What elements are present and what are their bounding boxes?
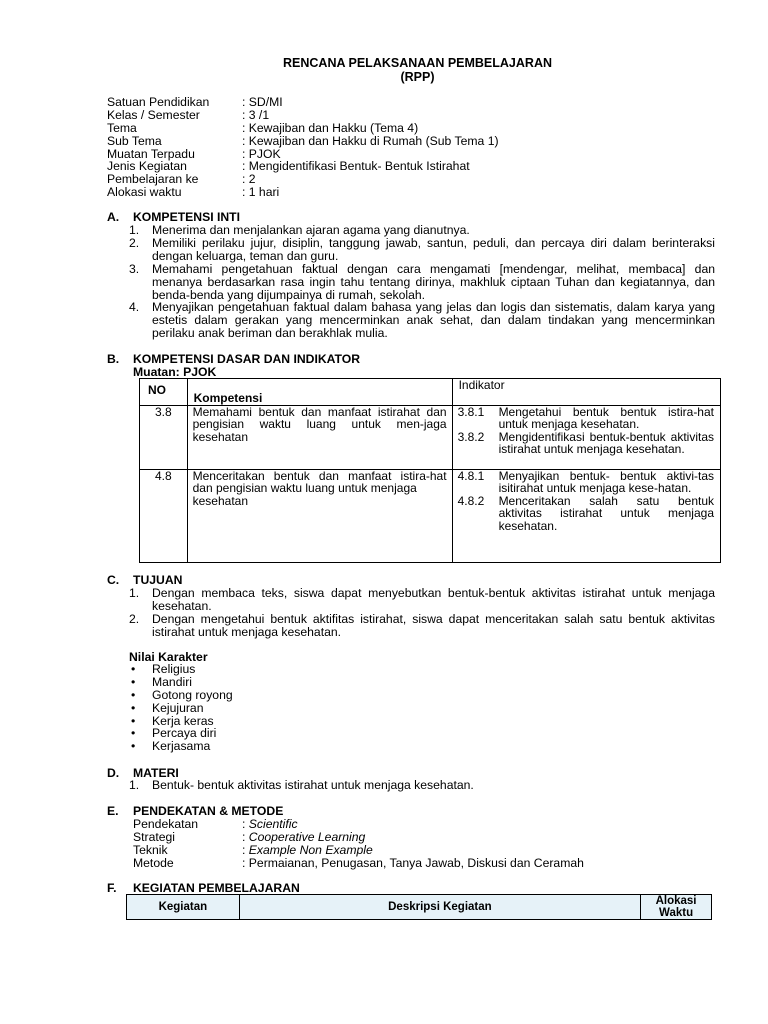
kompetensi-inti-list xyxy=(129,224,715,340)
section-c-heading xyxy=(107,573,182,587)
section-letter: A. xyxy=(107,210,120,224)
list-item xyxy=(129,237,715,263)
metode-colon: : xyxy=(242,817,249,831)
metode-block xyxy=(133,817,584,870)
list-item xyxy=(129,301,715,340)
identity-value: : Kewajiban dan Hakku di Rumah (Sub Tema 1) xyxy=(242,133,499,148)
section-b-heading xyxy=(107,352,360,366)
list-item xyxy=(129,779,715,792)
row-indikator xyxy=(452,469,720,562)
metode-colon: : xyxy=(242,842,249,857)
row-no: 3.8 xyxy=(140,405,188,469)
list-number: 3. xyxy=(129,261,140,276)
bullet-icon: • xyxy=(131,700,136,715)
identity-value: : Mengidentifikasi Bentuk- Bentuk Istirahat xyxy=(242,159,470,174)
list-text: Dengan membaca teks, siswa dapat menyebutkan bentuk-bentuk aktivitas istirahat untuk menjaga kesehatan. xyxy=(152,586,715,613)
identity-label: Alokasi waktu xyxy=(107,185,182,200)
list-number: 1. xyxy=(129,223,140,237)
metode-colon: : xyxy=(242,855,249,870)
metode-label: Pendekatan xyxy=(133,817,199,831)
bullet-icon: • xyxy=(131,674,136,689)
tujuan-list xyxy=(129,587,715,639)
list-text: Kejujuran xyxy=(152,700,204,715)
kegiatan-table xyxy=(126,894,712,920)
list-number: 2. xyxy=(129,611,140,626)
row-kompetensi xyxy=(187,469,452,562)
section-title: KOMPETENSI INTI xyxy=(133,210,240,224)
metode-value xyxy=(242,857,584,870)
metode-row xyxy=(133,855,584,870)
indicator-code: 4.8.1 xyxy=(457,468,485,483)
metode-colon: : xyxy=(242,829,249,844)
indicator-item xyxy=(453,495,720,533)
indicator-code: 3.8.2 xyxy=(457,429,485,444)
indicator-code: 3.8.1 xyxy=(457,404,485,419)
identity-value: : SD/MI xyxy=(242,95,283,109)
col-alokasi-header xyxy=(641,895,712,920)
kompetensi-table xyxy=(139,378,721,563)
list-text: Religius xyxy=(152,662,196,676)
col-kompetensi-header: Kompetensi xyxy=(187,379,452,406)
identity-value: : 3 /1 xyxy=(242,107,270,122)
section-letter: C. xyxy=(107,573,120,587)
bullet-icon: • xyxy=(131,662,136,676)
list-text: Memahami pengetahuan faktual dengan cara mengamati [mendengar, melihat, membaca] dan menanya berdasarkan rasa ingin tahu tentang dirinya, makhluk ciptaan Tuhan dan kegiatannya, dan benda-benda yang dijumpainya di rumah, sekolah. xyxy=(152,261,715,302)
section-title: KEGIATAN PEMBELAJARAN xyxy=(133,881,300,895)
list-number: 1. xyxy=(129,778,140,792)
identity-value: : Kewajiban dan Hakku (Tema 4) xyxy=(242,120,419,135)
waktu-line: Waktu xyxy=(659,907,694,919)
list-item xyxy=(129,587,715,613)
bullet-icon: • xyxy=(131,713,136,728)
list-number: 4. xyxy=(129,300,140,315)
list-number: 1. xyxy=(129,586,140,600)
indicator-text: Mengidentifikasi bentuk-bentuk aktivitas istirahat untuk menjaga kesehatan. xyxy=(498,429,714,457)
section-letter: B. xyxy=(107,352,120,366)
identity-label: Pembelajaran ke xyxy=(107,172,199,187)
list-text: Mandiri xyxy=(152,674,192,689)
document-title: RENCANA PELAKSANAAN PEMBELAJARAN xyxy=(283,56,552,70)
row-indikator xyxy=(452,405,720,469)
list-text: Kerja keras xyxy=(152,713,214,728)
section-f-heading xyxy=(107,881,300,895)
bullet-icon: • xyxy=(131,726,136,741)
metode-value-text: Example Non Example xyxy=(248,842,373,857)
identity-label: Muatan Terpadu xyxy=(107,146,195,161)
identity-label: Kelas / Semester xyxy=(107,107,200,122)
section-title: MATERI xyxy=(133,766,179,780)
list-text: Percaya diri xyxy=(152,726,217,741)
bullet-icon: • xyxy=(131,739,136,754)
identity-label: Satuan Pendidikan xyxy=(107,95,210,109)
indicator-text: Menyajikan bentuk- bentuk aktivi-tas isitirahat untuk menjaga kese-hatan. xyxy=(498,468,714,496)
indicator-item xyxy=(453,431,720,456)
section-title: PENDEKATAN & METODE xyxy=(133,804,284,818)
list-item xyxy=(129,740,233,753)
metode-label: Teknik xyxy=(133,842,168,857)
list-text: Menyajikan pengetahuan faktual dalam bahasa yang jelas dan logis dan sistematis, dalam karya yang estetis dalam gerakan yang mencerminkan anak sehat, dan dalam tindakan yang mencerminkan perilaku anak beriman dan berakhlak mulia. xyxy=(152,300,715,341)
list-item xyxy=(129,613,715,639)
nilai-karakter-list xyxy=(129,663,233,753)
metode-label: Metode xyxy=(133,855,174,870)
metode-value-text: Scientific xyxy=(248,817,298,831)
col-no-header: NO xyxy=(140,379,188,406)
identity-value: : 1 hari xyxy=(242,185,280,200)
muatan-label: Muatan: PJOK xyxy=(133,365,217,379)
row-no: 4.8 xyxy=(140,469,188,562)
list-text: Memiliki perilaku jujur, disiplin, tanggung jawab, santun, peduli, dan percaya diri dalam berinteraksi dengan keluarga, teman dan guru. xyxy=(152,235,715,263)
list-number: 2. xyxy=(129,235,140,250)
nilai-karakter-title: Nilai Karakter xyxy=(129,650,208,664)
list-text: Dengan mengetahui bentuk aktifitas istirahat, siswa dapat menceritakan salah satu bentuk aktivitas istirahat untuk menjaga kesehatan. xyxy=(152,611,715,639)
section-title: KOMPETENSI DASAR DAN INDIKATOR xyxy=(133,352,361,366)
identity-value: : 2 xyxy=(242,172,256,187)
row-kompetensi: Memahami bentuk dan manfaat istirahat dan pengisian waktu luang untuk men-jaga kesehatan xyxy=(187,405,452,469)
list-text: Bentuk- bentuk aktivitas istirahat untuk menjaga kesehatan. xyxy=(152,778,474,792)
list-text: Kerjasama xyxy=(152,739,211,754)
indicator-code: 4.8.2 xyxy=(457,493,485,508)
section-letter: D. xyxy=(107,766,120,780)
metode-value-text: Permaianan, Penugasan, Tanya Jawab, Diskusi dan Ceramah xyxy=(248,855,584,870)
bullet-icon: • xyxy=(131,687,136,702)
col-deskripsi-header: Deskripsi Kegiatan xyxy=(239,895,640,920)
identity-label: Sub Tema xyxy=(107,133,162,148)
identity-value: : PJOK xyxy=(242,146,281,161)
alokasi-line: Alokasi xyxy=(655,895,697,907)
list-item xyxy=(129,263,715,302)
indicator-text: Menceritakan salah satu bentuk aktivitas istirahat untuk menjaga kesehatan. xyxy=(498,493,714,533)
indicator-text: Mengetahui bentuk bentuk istira-hat untuk menjaga kesehatan. xyxy=(498,404,714,432)
section-a-heading xyxy=(107,210,240,224)
section-e-heading xyxy=(107,804,283,818)
col-kegiatan-header: Kegiatan xyxy=(127,895,240,920)
metode-value-text: Cooperative Learning xyxy=(248,829,366,844)
metode-label: Strategi xyxy=(133,829,176,844)
indicator-item xyxy=(453,470,720,495)
document-subtitle: (RPP) xyxy=(400,70,435,84)
identity-label: Jenis Kegiatan xyxy=(107,159,187,174)
section-letter: E. xyxy=(107,804,119,818)
indicator-item xyxy=(453,406,720,431)
materi-list xyxy=(129,779,715,792)
section-title: TUJUAN xyxy=(133,573,183,587)
section-letter: F. xyxy=(107,881,117,895)
list-text: Menerima dan menjalankan ajaran agama yang dianutnya. xyxy=(152,223,470,237)
list-text: Gotong royong xyxy=(152,687,233,702)
kompetensi-text: Menceritakan bentuk dan manfaat istira-hat dan pengisian waktu luang untuk menjaga xyxy=(192,468,447,496)
identity-label: Tema xyxy=(107,120,137,135)
table-row xyxy=(140,405,721,469)
table-row xyxy=(140,469,721,562)
col-indikator-header: Indikator xyxy=(452,379,720,406)
kompetensi-tail: kesehatan xyxy=(192,493,249,508)
